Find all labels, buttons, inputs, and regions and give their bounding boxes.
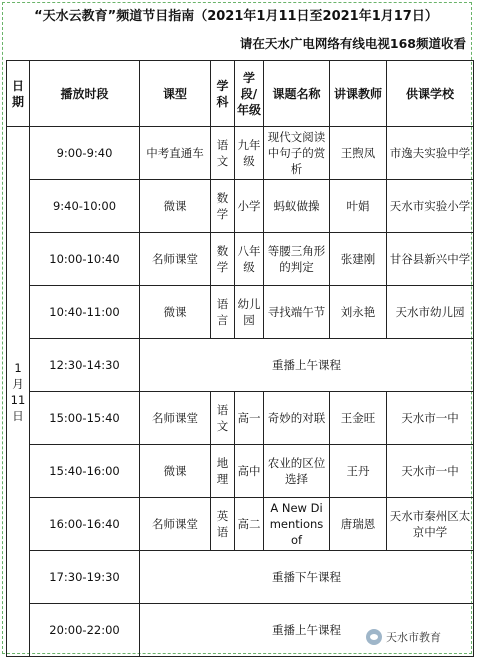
header-date: 日期 [7,61,30,127]
teacher-cell: 唐瑞恩 [330,498,387,551]
grade-cell: 九年级 [235,127,264,180]
school-cell: 天水市实验小学 [387,180,474,233]
header-row [7,61,474,127]
type-cell: 中考直通车 [140,127,211,180]
type-cell: 名师课堂 [140,392,211,445]
teacher-cell: 王煦凤 [330,127,387,180]
time-cell: 15:00-15:40 [30,392,140,445]
table-row [7,339,474,392]
subject-cell: 地理 [211,445,235,498]
merged-cell: 重播上午课程 [140,604,474,657]
time-cell: 10:40-11:00 [30,286,140,339]
grade-cell: 八年级 [235,233,264,286]
grade-cell: 高二 [235,498,264,551]
channel-notice: 请在天水广电网络有线电视168频道收看 [239,36,466,51]
table-row [7,233,474,286]
grade-cell: 高中 [235,445,264,498]
watermark-text: 天水市教育 [386,631,441,644]
time-cell: 15:40-16:00 [30,445,140,498]
time-cell: 12:30-14:30 [30,339,140,392]
type-cell: 名师课堂 [140,498,211,551]
school-cell: 甘谷县新兴中学 [387,233,474,286]
time-cell: 9:40-10:00 [30,180,140,233]
watermark [366,626,441,648]
school-cell: 天水市一中 [387,445,474,498]
table-row [7,392,474,445]
topic-cell: 寻找端午节 [264,286,330,339]
table-row [7,127,474,180]
merged-cell: 重播下午课程 [140,551,474,604]
topic-cell: 农业的区位选择 [264,445,330,498]
subject-cell: 语文 [211,127,235,180]
header-topic: 课题名称 [264,61,330,127]
table-row [7,498,474,551]
time-cell: 16:00-16:40 [30,498,140,551]
type-cell: 微课 [140,180,211,233]
type-cell: 名师课堂 [140,233,211,286]
type-cell: 微课 [140,445,211,498]
topic-cell: 现代文阅读中句子的赏析 [264,127,330,180]
teacher-cell: 张建刚 [330,233,387,286]
type-cell: 微课 [140,286,211,339]
topic-cell: A New Dimentions of [264,498,330,551]
teacher-cell: 刘永艳 [330,286,387,339]
header-grade: 学段/年级 [235,61,264,127]
wechat-icon [366,629,382,645]
subject-cell: 语文 [211,392,235,445]
subject-cell: 语言 [211,286,235,339]
header-school: 供课学校 [387,61,474,127]
teacher-cell: 叶娟 [330,180,387,233]
subject-cell: 数学 [211,233,235,286]
table-row [7,180,474,233]
school-cell: 市逸夫实验中学 [387,127,474,180]
topic-cell: 等腰三角形的判定 [264,233,330,286]
school-cell: 天水市一中 [387,392,474,445]
schedule-table [6,60,474,657]
table-row [7,286,474,339]
merged-cell: 重播上午课程 [140,339,474,392]
teacher-cell: 王丹 [330,445,387,498]
subject-cell: 数学 [211,180,235,233]
page-title: “天水云教育”频道节目指南（2021年1月11日至2021年1月17日） [34,9,438,24]
grade-cell: 幼儿园 [235,286,264,339]
school-cell: 天水市幼儿园 [387,286,474,339]
header-subject: 学科 [211,61,235,127]
time-cell: 10:00-10:40 [30,233,140,286]
time-cell: 20:00-22:00 [30,604,140,657]
header-type: 课型 [140,61,211,127]
teacher-cell: 王金旺 [330,392,387,445]
table-row [7,551,474,604]
topic-cell: 蚂蚁做操 [264,180,330,233]
time-cell: 9:00-9:40 [30,127,140,180]
schedule-body [7,127,474,657]
table-row [7,445,474,498]
date-cell: 1月11日 [7,127,30,657]
subject-cell: 英语 [211,498,235,551]
topic-cell: 奇妙的对联 [264,392,330,445]
time-cell: 17:30-19:30 [30,551,140,604]
school-cell: 天水市秦州区太京中学 [387,498,474,551]
header-time: 播放时段 [30,61,140,127]
header-teacher: 讲课教师 [330,61,387,127]
grade-cell: 小学 [235,180,264,233]
grade-cell: 高一 [235,392,264,445]
